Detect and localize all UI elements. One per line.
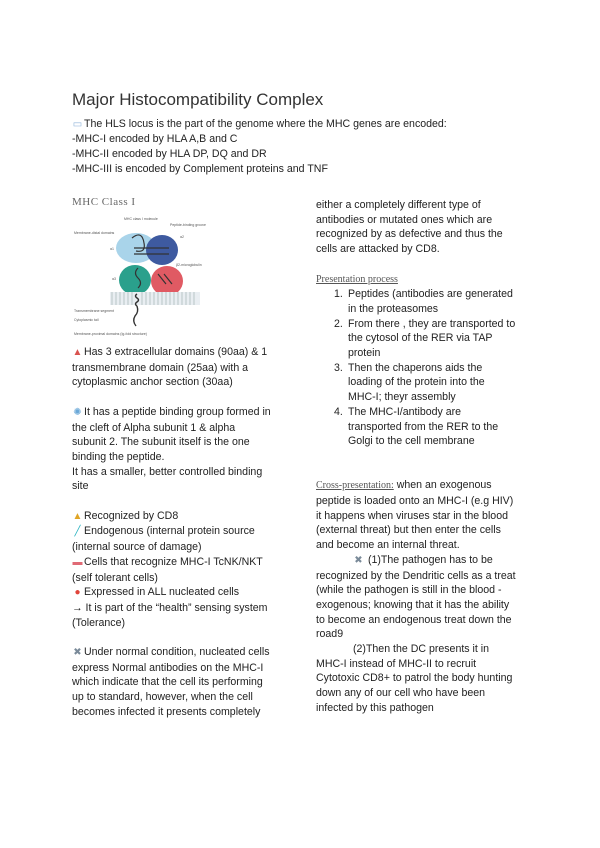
intro-line: -MHC-II encoded by HLA DP, DQ and DR bbox=[72, 148, 267, 160]
blank-line bbox=[316, 449, 551, 464]
beta2-microglobulin-domain bbox=[151, 266, 183, 296]
blank-line bbox=[316, 257, 551, 272]
intro-line bbox=[72, 117, 447, 132]
tools-icon: ✖ bbox=[73, 647, 82, 659]
list-item-line bbox=[316, 302, 551, 317]
text: Golgi to the cell membrane bbox=[348, 435, 475, 448]
text-line: either a completely different type of bbox=[316, 199, 481, 211]
text: becomes infected it presents completely bbox=[72, 705, 261, 718]
left-column bbox=[72, 345, 307, 720]
test-tube-icon: ╱ bbox=[74, 526, 81, 538]
text-line bbox=[72, 509, 307, 525]
text: up to standard, however, when the cell bbox=[72, 691, 253, 704]
text-line: recognized by the Dendritic cells as a treat bbox=[316, 569, 516, 582]
list-item-line bbox=[316, 317, 551, 332]
mhc-class-i-figure bbox=[72, 196, 208, 344]
text-line bbox=[316, 553, 551, 569]
text-line bbox=[72, 585, 307, 601]
figure-label: α1 bbox=[110, 247, 114, 251]
text: subunit 2. The subunit itself is the one bbox=[72, 436, 250, 449]
location-pin-icon: ● bbox=[74, 587, 81, 599]
text: (self tolerant cells) bbox=[72, 571, 158, 584]
text-line bbox=[72, 540, 307, 555]
text-line bbox=[72, 435, 307, 450]
text: Recognized by CD8 bbox=[84, 509, 179, 522]
text: cytoplasmic anchor section (30aa) bbox=[72, 376, 233, 389]
text-line bbox=[72, 690, 307, 705]
list-number: 3. bbox=[334, 361, 343, 374]
text-line bbox=[72, 675, 307, 690]
text-line bbox=[72, 616, 307, 631]
text: when an exogenous bbox=[393, 479, 492, 492]
text: loading of the protein into the bbox=[348, 376, 485, 389]
list-item-line bbox=[316, 390, 551, 405]
text-line bbox=[72, 524, 307, 540]
text: transmembrane domain (25aa) with a bbox=[72, 361, 249, 374]
book-icon: ▭ bbox=[72, 119, 83, 130]
text-line: infected by this pathogen bbox=[316, 701, 434, 714]
step1-text bbox=[316, 569, 551, 643]
text-line: to become an endogenous treat down the bbox=[316, 613, 512, 626]
text: express Normal antibodies on the MHC-I bbox=[72, 661, 264, 674]
list-item-line bbox=[316, 331, 551, 346]
tools-icon: ✖ bbox=[354, 554, 363, 566]
figure-label: Membrane-distal domains bbox=[74, 231, 115, 235]
text: The MHC-I/antibody are bbox=[348, 405, 462, 418]
text-line: exogenous; knowing that it has the ability bbox=[316, 598, 510, 611]
text-line: (2)Then the DC presents it in bbox=[353, 643, 490, 656]
list-number: 1. bbox=[334, 288, 343, 301]
list-number: 4. bbox=[334, 405, 343, 418]
right-column bbox=[316, 198, 551, 716]
presentation-list bbox=[316, 287, 551, 449]
text-line bbox=[72, 450, 307, 465]
text: From there , they are transported to bbox=[348, 317, 516, 330]
blank-line bbox=[72, 494, 307, 509]
text: (Tolerance) bbox=[72, 616, 125, 629]
text-line: recognized by as defective and thus the bbox=[316, 228, 503, 241]
text: Cells that recognize MHC-I TcNK/NKT bbox=[84, 555, 263, 568]
text-line bbox=[316, 478, 551, 494]
text: protein bbox=[348, 347, 381, 360]
list-item-line bbox=[316, 361, 551, 376]
text-line bbox=[72, 601, 307, 616]
text: It has a smaller, better controlled binding bbox=[72, 465, 263, 478]
text-line bbox=[72, 375, 307, 390]
text-line bbox=[72, 465, 307, 480]
mhc-diagram bbox=[72, 208, 208, 338]
blank-line bbox=[72, 630, 307, 645]
text-line: cells are attacked by CD8. bbox=[316, 243, 440, 256]
text-line bbox=[72, 705, 307, 720]
text: binding the peptide. bbox=[72, 450, 165, 463]
text: (internal source of damage) bbox=[72, 541, 202, 554]
intro-line: -MHC-I encoded by HLA A,B and C bbox=[72, 133, 238, 145]
text-line bbox=[72, 361, 307, 376]
figure-label: α2 bbox=[180, 235, 184, 239]
figure-label: MHC class I molecule bbox=[124, 217, 158, 221]
list-item-line bbox=[316, 287, 551, 302]
text: Endogenous (internal protein source bbox=[84, 525, 255, 538]
text: site bbox=[72, 480, 89, 493]
pin-icon: ▲ bbox=[72, 347, 83, 358]
text-line: antibodies or mutated ones which are bbox=[316, 213, 493, 226]
figure-title: MHC Class I bbox=[72, 196, 136, 208]
list-item-line bbox=[316, 420, 551, 435]
text-line: peptide is loaded onto an MHC-I (e.g HIV) bbox=[316, 495, 514, 508]
page-title: Major Histocompatibility Complex bbox=[72, 90, 324, 109]
presentation-heading: Presentation process bbox=[316, 273, 398, 285]
text-line bbox=[72, 479, 307, 494]
figure-label: α3 bbox=[112, 277, 116, 281]
text-line bbox=[72, 345, 307, 361]
text: MHC-I; theyr assembly bbox=[348, 391, 456, 404]
intro-section bbox=[72, 117, 447, 177]
text: which indicate that the cell its performing bbox=[72, 676, 263, 689]
cell-membrane bbox=[110, 292, 200, 305]
text: Expressed in ALL nucleated cells bbox=[84, 586, 240, 599]
text-line: road9 bbox=[316, 628, 344, 641]
text-line: (external threat) but then enter the cells bbox=[316, 524, 501, 537]
alpha2-domain bbox=[146, 235, 178, 265]
text-line bbox=[72, 571, 307, 586]
list-item-line bbox=[316, 346, 551, 361]
step2-text bbox=[316, 657, 551, 716]
text-line bbox=[72, 555, 307, 571]
blank-line bbox=[72, 390, 307, 405]
text-line bbox=[72, 661, 307, 676]
text-line bbox=[72, 645, 307, 661]
text-line: down any of our cell who have been bbox=[316, 687, 486, 700]
text: the cytosol of the RER via TAP bbox=[348, 332, 493, 345]
blank-line bbox=[316, 464, 551, 479]
text: the cleft of Alpha subunit 1 & alpha bbox=[72, 421, 236, 434]
text-line: and become an internal threat. bbox=[316, 539, 460, 552]
list-item-line bbox=[316, 405, 551, 420]
figure-label: Transmembrane segment bbox=[74, 309, 114, 313]
text-line: it happens when viruses star in the blood bbox=[316, 509, 508, 522]
petri-dish-icon: ▬ bbox=[72, 556, 83, 568]
figure-label: Peptide-binding groove bbox=[170, 223, 206, 227]
text: → It is part of the “health” sensing system bbox=[72, 601, 268, 614]
text-line bbox=[72, 421, 307, 436]
intro-line: -MHC-III is encoded by Complement proteins and TNF bbox=[72, 163, 328, 175]
text-line: MHC-I instead of MHC-II to recruit bbox=[316, 657, 477, 670]
list-item-line bbox=[316, 375, 551, 390]
text: in the proteasomes bbox=[348, 302, 439, 315]
text-line: Cytotoxic CD8+ to patrol the body hunting bbox=[316, 672, 513, 685]
text: transported from the RER to the bbox=[348, 420, 499, 433]
gear-icon: ✺ bbox=[73, 406, 82, 418]
bell-icon: ▲ bbox=[72, 510, 83, 522]
cross-presentation-text bbox=[316, 494, 551, 553]
text: Under normal condition, nucleated cells bbox=[84, 646, 270, 659]
text: Then the chaperons aids the bbox=[348, 361, 483, 374]
figure-label: Membrane-proximal domains (Ig-fold structure) bbox=[74, 332, 147, 336]
list-item-line bbox=[316, 434, 551, 449]
figure-label: Cytoplasmic tail bbox=[74, 318, 99, 322]
text-line bbox=[72, 405, 307, 421]
list-number: 2. bbox=[334, 317, 343, 330]
intro-text: The HLS locus is the part of the genome where the MHC genes are encoded: bbox=[84, 118, 447, 130]
text: It has a peptide binding group formed in bbox=[84, 405, 271, 418]
text-line: (while the pathogen is still in the blood - bbox=[316, 584, 502, 597]
alpha3-domain bbox=[119, 265, 151, 295]
heading-line bbox=[316, 272, 551, 288]
figure-label: β2-microglobulin bbox=[176, 263, 202, 267]
cross-presentation-heading: Cross-presentation: bbox=[316, 480, 394, 492]
text: Peptides (antibodies are generated bbox=[348, 288, 513, 301]
text: (1)The pathogen has to be bbox=[365, 553, 493, 566]
text: Has 3 extracellular domains (90aa) & 1 bbox=[84, 346, 268, 358]
